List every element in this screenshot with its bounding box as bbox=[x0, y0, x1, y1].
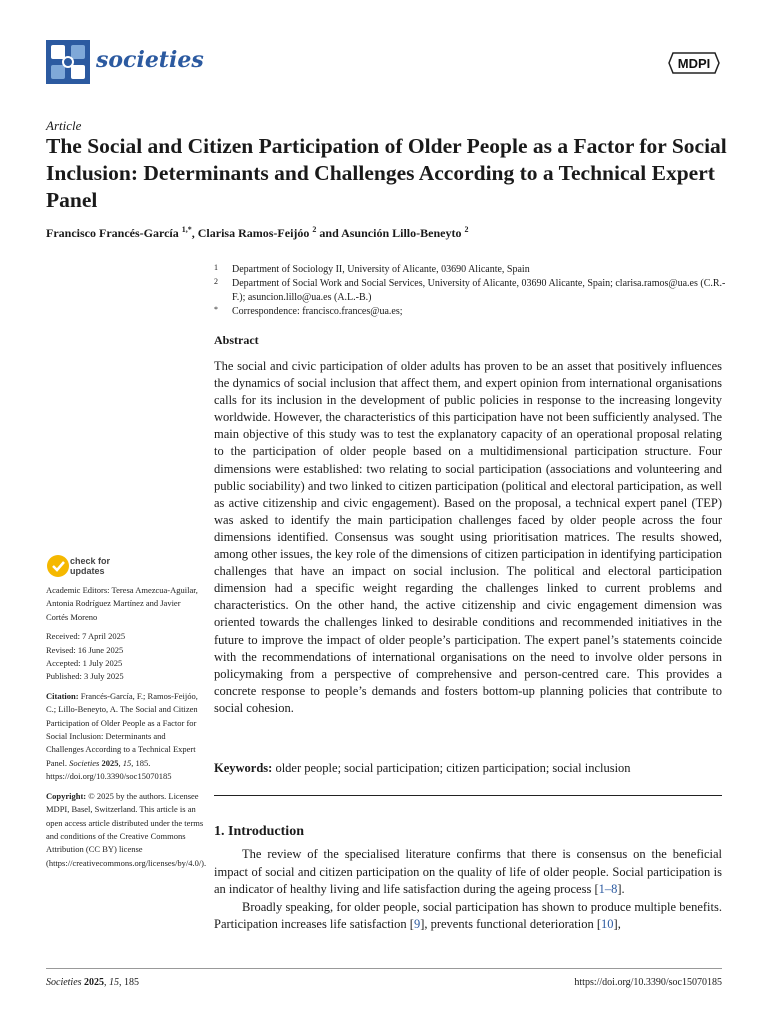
date-published: Published: 3 July 2025 bbox=[46, 671, 124, 682]
keywords-label: Keywords: bbox=[214, 761, 273, 775]
affiliations bbox=[214, 263, 734, 319]
journal-name[interactable]: societies bbox=[96, 47, 204, 73]
introduction-body bbox=[214, 846, 722, 934]
mdpi-logo-icon[interactable] bbox=[667, 50, 721, 76]
author-list: Francisco Francés-García $^{1,*}$, Clarisa Ramos-Feijóo $^2$ and Asunción Lillo-Beneyto $^2$ bbox=[46, 225, 469, 240]
date-revised: Revised: 16 June 2025 bbox=[46, 644, 124, 655]
abstract-text: The social and civic participation of older adults has proven to be an asset that positively influences the dynamics of social inclusion that affect them, and expert opinion from international organisations calls for its inclusion in the development of public policies in response to the increasing longevity worldwide. However, the characteristics of this participation have not been sufficiently analysed. The main objective of this study was to test the explanatory capacity of an operational proposal relating to the participation of older people based on a multidimensional participation structure. Four dimensions were established: two relating to social participation (associations and volunteering and public sociability) and two linked to citizen participation (political and electoral participation, as well as active citizenship and civic engagement). Based on the proposal, a technical expert panel (TEP) was asked to identify the main participation challenges faced by older people across the four dimensions identified. Consensus was sought using prioritisation matrices. The results showed, among other issues, the key role of the dimensions of citizen participation in identifying participation challenges that have an impact on social inclusion. The political and electoral participation dimension had a specific weight regarding the challenges linked to current problems and characteristics. On the other hand, the active citizenship and civic engagement dimension was oriented towards the challenges linked to desirable conditions and recommended initiatives in the future to improve the impact of older people’s participation. The expert panel’s statements coincide with the recommendations of international organisations on the need to involve older persons in policymaking from a perspective of comprehensive and person-centred care. This provides a concrete response to people’s demands and fosters bottom-up planning policies that contribute to social cohesion. bbox=[214, 359, 722, 715]
copyright-block: Copyright: © 2025 by the authors. Licensee MDPI, Basel, Switzerland. This article is an open access article distributed under the terms and conditions of the Creative Commons Attribution (CC BY) license (https://creativecommons.org/licenses/by/4.0/). bbox=[46, 790, 207, 868]
footer-doi-link[interactable]: https://doi.org/10.3390/soc15070185 bbox=[574, 977, 722, 988]
divider bbox=[214, 795, 722, 796]
citation-link[interactable]: 10 bbox=[601, 917, 614, 932]
author-sup: 2 bbox=[464, 225, 469, 234]
author-name[interactable]: Asunción Lillo-Beneyto bbox=[341, 226, 462, 240]
author-sup: 1,* bbox=[181, 225, 192, 234]
publisher-name: MDPI bbox=[677, 56, 711, 71]
footer-citation: Societies 2025, 15, 185 bbox=[46, 977, 140, 988]
journal-logo-icon bbox=[46, 40, 90, 84]
affiliation-item: 1 Department of Sociology II, University of Alicante, 03690 Alicante, Spain bbox=[214, 263, 530, 275]
paragraph: The review of the specialised literature confirms that there is consensus on the beneficial impact of social and citizen participation on the quality of life of older people. Social participation is an indicator of healthy living and life satisfaction during the ageing process [1–8]. bbox=[214, 847, 722, 897]
abstract-heading: Abstract bbox=[214, 333, 259, 347]
section-heading: 1. Introduction bbox=[214, 824, 304, 839]
date-received: Received: 7 April 2025 bbox=[46, 631, 126, 642]
sidebar bbox=[46, 584, 207, 876]
citation-link[interactable]: 9 bbox=[413, 917, 421, 932]
paragraph: Broadly speaking, for older people, social participation has shown to produce multiple benefits. Participation increases life satisfaction [9], prevents functional deterioration [10], bbox=[214, 899, 722, 932]
author-name[interactable]: Francisco Francés-García bbox=[46, 226, 179, 240]
keywords bbox=[214, 761, 722, 776]
citation-link[interactable]: 1–8 bbox=[598, 882, 618, 897]
affiliation-item: * Correspondence: francisco.frances@ua.es; bbox=[214, 305, 403, 317]
check-for-updates-label[interactable]: check for updates bbox=[70, 556, 111, 576]
paper-title: The Social and Citizen Participation of Older People as a Factor for Social Inclusion: Determinants and Challenges According to a Technical Expert Panel bbox=[46, 134, 727, 212]
affiliation-item: 2 Department of Social Work and Social Services, University of Alicante, 03690 Alicante, Spain; clarisa.ramos@ua.es (C.R.-F.); asuncion.lillo@ua.es (A.L.-B.) bbox=[214, 277, 726, 303]
author-sup: 2 bbox=[312, 225, 317, 234]
citation-block: Citation: Francés-García, F.; Ramos-Feijóo, C.; Lillo-Beneyto, A. The Social and Citizen Participation of Older People as a Factor for Social Inclusion: Determinants and Challenges According to a Technical Expert Panel. Societies 2025, 15, 185. https://doi.org/10.3390/soc15070185 bbox=[46, 690, 198, 782]
author-name[interactable]: Clarisa Ramos-Feijóo bbox=[197, 226, 310, 240]
academic-editors: Academic Editors: Teresa Amezcua-Aguilar, Antonia Rodríguez Martínez and Javier Cortés Moreno bbox=[46, 585, 198, 622]
footer-divider bbox=[46, 968, 722, 969]
keywords-text: older people; social participation; citizen participation; social inclusion bbox=[275, 761, 631, 775]
article-type: Article bbox=[46, 118, 82, 133]
date-accepted: Accepted: 1 July 2025 bbox=[46, 658, 123, 669]
